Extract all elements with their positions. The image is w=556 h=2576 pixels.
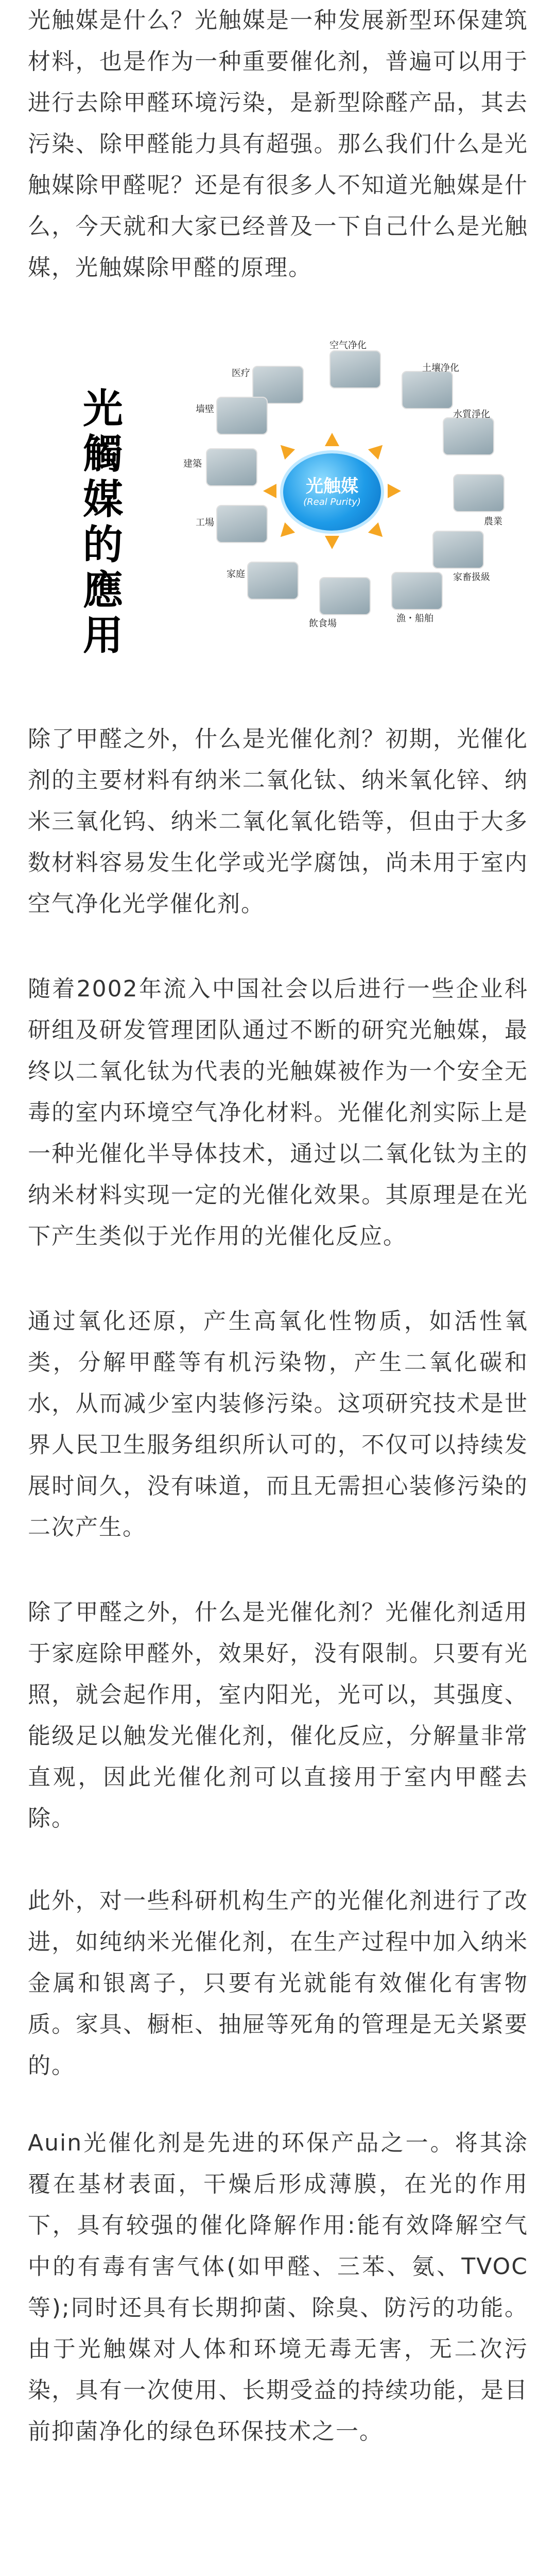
node-factory-image bbox=[216, 505, 268, 543]
paragraph-catalyst-materials: 除了甲醛之外，什么是光催化剂？初期，光催化剂的主要材料有纳米二氧化钛、纳米氧化锌、纳米三氧化钨、纳米二氧化氧化锆等，但由于大多数材料容易发生化学或光学腐蚀，尚未用于室内空气净化光学催化剂。 bbox=[28, 726, 528, 917]
node-fishery-image bbox=[391, 572, 443, 610]
node-building-image bbox=[206, 448, 257, 486]
node-label: 水質淨化 bbox=[453, 409, 490, 420]
photocatalyst-applications-figure bbox=[41, 340, 515, 659]
arrow-icon bbox=[325, 536, 339, 549]
arrow-icon bbox=[325, 433, 339, 446]
arrow-icon bbox=[368, 440, 388, 460]
arrow-icon bbox=[388, 484, 401, 498]
arrow-icon bbox=[263, 484, 276, 498]
node-label: 建築 bbox=[183, 459, 202, 469]
hub-title: 光触媒 bbox=[306, 476, 358, 497]
node-air-image bbox=[329, 350, 381, 388]
node-water-image bbox=[443, 417, 494, 455]
node-restaurant-image bbox=[319, 577, 371, 615]
paragraph-oxidation: 通过氧化还原，产生高氧化性物质，如活性氧类，分解甲醛等有机污染物，产生二氧化碳和水，从而减少室内装修污染。这项研究技术是世界人民卫生服务组织所认可的，不仅可以持续发展时间久，没有味道，而且无需担心装修污染的二次产生。 bbox=[28, 1308, 528, 1540]
paragraph-history: 随着2002年流入中国社会以后进行一些企业科研组及研发管理团队通过不断的研究光触媒，最终以二氧化钛为代表的光触媒被作为一个安全无毒的室内环境空气净化材料。光催化剂实际上是一种光催化半导体技术，通过以二氧化钛为主的纳米材料实现一定的光催化效果。其原理是在光下产生类似于光作用的光催化反应。 bbox=[28, 976, 528, 1249]
node-wall-image bbox=[216, 397, 268, 435]
node-soil-image bbox=[402, 371, 453, 409]
figure-vertical-title: 光 觸 媒 的 應 用 bbox=[82, 386, 123, 659]
figure-hub bbox=[283, 453, 381, 531]
node-label: 墙壁 bbox=[196, 404, 214, 415]
node-label: 工場 bbox=[196, 517, 214, 528]
hub-subtitle: (Real Purity) bbox=[303, 497, 361, 507]
node-agriculture-image bbox=[453, 474, 505, 512]
arrow-icon bbox=[368, 522, 388, 542]
node-label: 土壤净化 bbox=[422, 363, 459, 374]
node-label: 家畜扱級 bbox=[453, 572, 490, 583]
node-label: 家庭 bbox=[227, 569, 245, 580]
paragraph-auin-product: Auin光催化剂是先进的环保产品之一。将其涂覆在基材表面，干燥后形成薄膜，在光的作用下，具有较强的催化降解作用:能有效降解空气中的有毒有害气体(如甲醛、三苯、氨、TVOC等);同时还具有长期抑菌、除臭、防污的功能。由于光触媒对人体和环境无毒无害，无二次污染，具有一次使用、长期受益的持续功能，是目前抑菌净化的绿色环保技术之一。 bbox=[28, 2130, 528, 2445]
node-livestock-image bbox=[432, 531, 484, 569]
node-home-image bbox=[247, 562, 299, 600]
node-label: 医疗 bbox=[232, 368, 250, 379]
node-label: 空气净化 bbox=[329, 340, 367, 351]
paragraph-improvements: 此外，对一些科研机构生产的光催化剂进行了改进，如纯纳米光催化剂，在生产过程中加入纳米金属和银离子，只要有光就能有效催化有害物质。家具、橱柜、抽屉等死角的管理是无关紧要的。 bbox=[28, 1888, 528, 2079]
arrow-icon bbox=[275, 440, 295, 460]
node-label: 漁・船舶 bbox=[396, 613, 433, 624]
node-label: 飲食場 bbox=[309, 618, 337, 629]
node-label: 農業 bbox=[484, 516, 502, 527]
arrow-icon bbox=[275, 522, 295, 542]
paragraph-home-use: 除了甲醛之外，什么是光催化剂？光催化剂适用于家庭除甲醛外，效果好，没有限制。只要有光照，就会起作用，室内阳光，光可以，其强度、能级足以触发光催化剂，催化反应，分解量非常直观，因此光催化剂可以直接用于室内甲醛去除。 bbox=[28, 1599, 528, 1832]
paragraph-intro: 光触媒是什么？光触媒是一种发展新型环保建筑材料，也是作为一种重要催化剂，普遍可以用于进行去除甲醛环境污染，是新型除醛产品，其去污染、除甲醛能力具有超强。那么我们什么是光触媒除甲醛呢？还是有很多人不知道光触媒是什么，今天就和大家已经普及一下自己什么是光触媒，光触媒除甲醛的原理。 bbox=[28, 7, 528, 281]
